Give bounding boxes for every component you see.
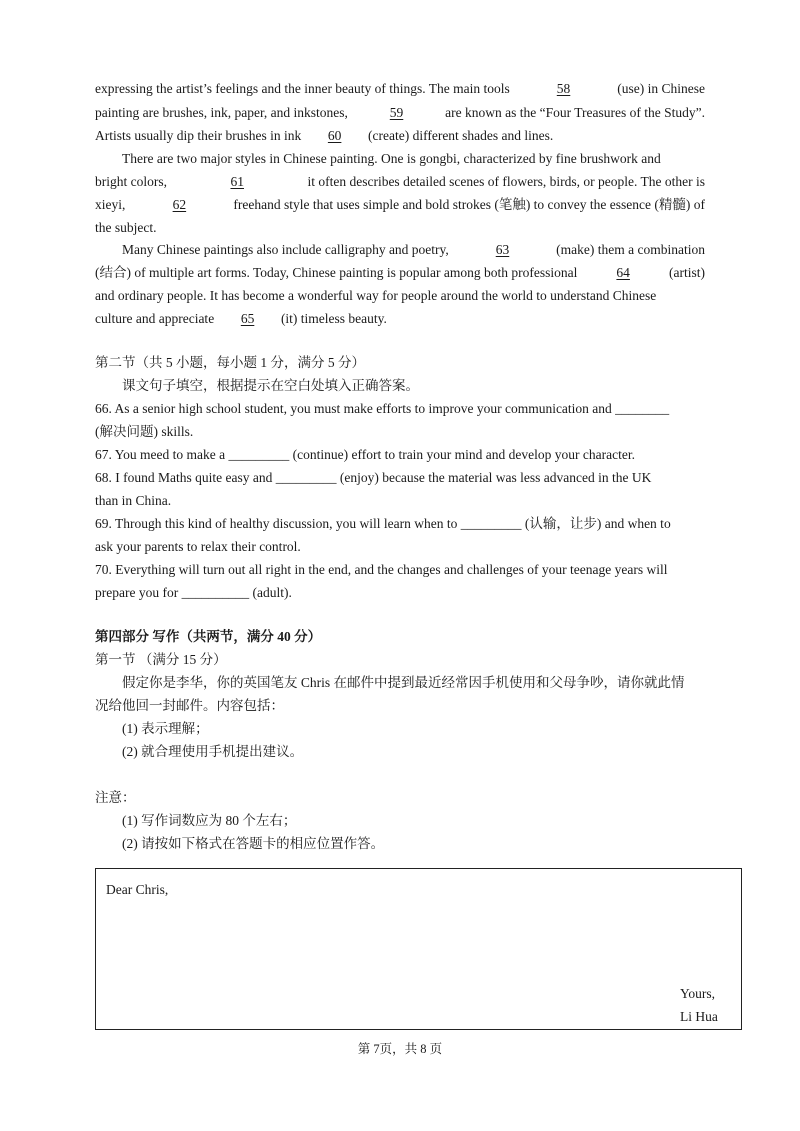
question-68: 68. I found Maths quite easy and _________ (enjoy) because the material was less advanced in the UK [95,470,652,485]
letter-closing: Yours, [680,986,716,1001]
question-69: 69. Through this kind of healthy discussion, you will learn when to _________ (认输，让步) and when to [95,516,671,531]
text: are known as the “Four Treasures of the Study”. [445,105,705,120]
blank-63: 63 [495,242,510,257]
text: (make) them a combination [556,242,705,257]
letter-signature: Li Hua [680,1009,718,1024]
text: freehand style that uses simple and bold strokes (笔触) to convey the essence (精髓) of [233,197,705,212]
question-68-cont: than in China. [95,493,172,508]
note-2: (2) 请按如下格式在答题卡的相应位置作答。 [122,836,385,851]
text: (artist) [668,265,705,280]
text: (结合) of multiple art forms. Today, Chinese painting is popular among both professional [95,265,578,280]
blank-65: 65 [240,311,255,326]
blank-61: 61 [230,174,244,189]
passage-line-5 [95,173,705,191]
notes-label: 注意： [95,790,136,805]
passage-line-6 [95,196,705,214]
passage-line-10: and ordinary people. It has become a wonderful way for people around the world to understand Chinese [95,288,657,303]
question-66-cont: (解决问题) skills. [95,424,194,439]
content-item-1: (1) 表示理解； [122,721,209,736]
question-67: 67. You meed to make a _________ (continue) effort to train your mind and develop your character. [95,447,635,462]
question-69-cont: ask your parents to relax their control. [95,539,301,554]
passage-line-7: the subject. [95,220,157,235]
part-4-title: 第四部分 写作（共两节，满分 40 分） [95,629,322,644]
passage-line-8 [122,241,705,259]
letter-greeting: Dear Chris, [106,882,169,897]
blank-62: 62 [172,197,187,212]
question-70-cont: prepare you for __________ (adult). [95,585,292,600]
text: painting are brushes, ink, paper, and inkstones, [95,105,348,120]
content-item-2: (2) 就合理使用手机提出建议。 [122,744,304,759]
text: (it) timeless beauty. [280,311,387,326]
part-4-subsection: 第一节 （满分 15 分） [95,652,227,667]
text: (use) in Chinese [617,81,705,96]
note-1: (1) 写作词数应为 80 个左右； [122,813,297,828]
section-2-instruction: 课文句子填空，根据提示在空白处填入正确答案。 [122,378,419,393]
page-footer: 第 7页，共 8 页 [357,1042,443,1056]
text: Many Chinese paintings also include calligraphy and poetry, [122,242,449,257]
text: expressing the artist’s feelings and the inner beauty of things. The main tools [95,81,510,96]
text: Artists usually dip their brushes in ink [95,128,302,143]
blank-64: 64 [616,265,630,280]
passage-line-3 [95,127,553,145]
text: bright colors, [95,174,167,189]
text: culture and appreciate [95,311,215,326]
passage-line-4: There are two major styles in Chinese painting. One is gongbi, characterized by fine brushwork and [122,151,661,166]
blank-58: 58 [556,81,571,96]
writing-prompt: 假定你是李华，你的英国笔友 Chris 在邮件中提到最近经常因手机使用和父母争吵，请你就此情 [122,675,685,690]
passage-line-1 [95,80,705,98]
blank-60: 60 [327,128,342,143]
section-2-title: 第二节（共 5 小题，每小题 1 分，满分 5 分） [95,355,365,370]
writing-prompt-cont: 况给他回一封邮件。内容包括： [95,698,284,713]
text: (create) different shades and lines. [368,128,554,143]
text: xieyi, [95,197,126,212]
text: it often describes detailed scenes of flowers, birds, or people. The other is [307,174,705,189]
question-70: 70. Everything will turn out all right in the end, and the changes and challenges of your teenage years will [95,562,668,577]
passage-line-11 [95,310,387,328]
question-66: 66. As a senior high school student, you must make efforts to improve your communication and ________ [95,401,670,416]
letter-template-box [95,868,742,1030]
passage-line-9 [95,264,705,282]
passage-line-2 [95,104,705,122]
blank-59: 59 [389,105,404,120]
